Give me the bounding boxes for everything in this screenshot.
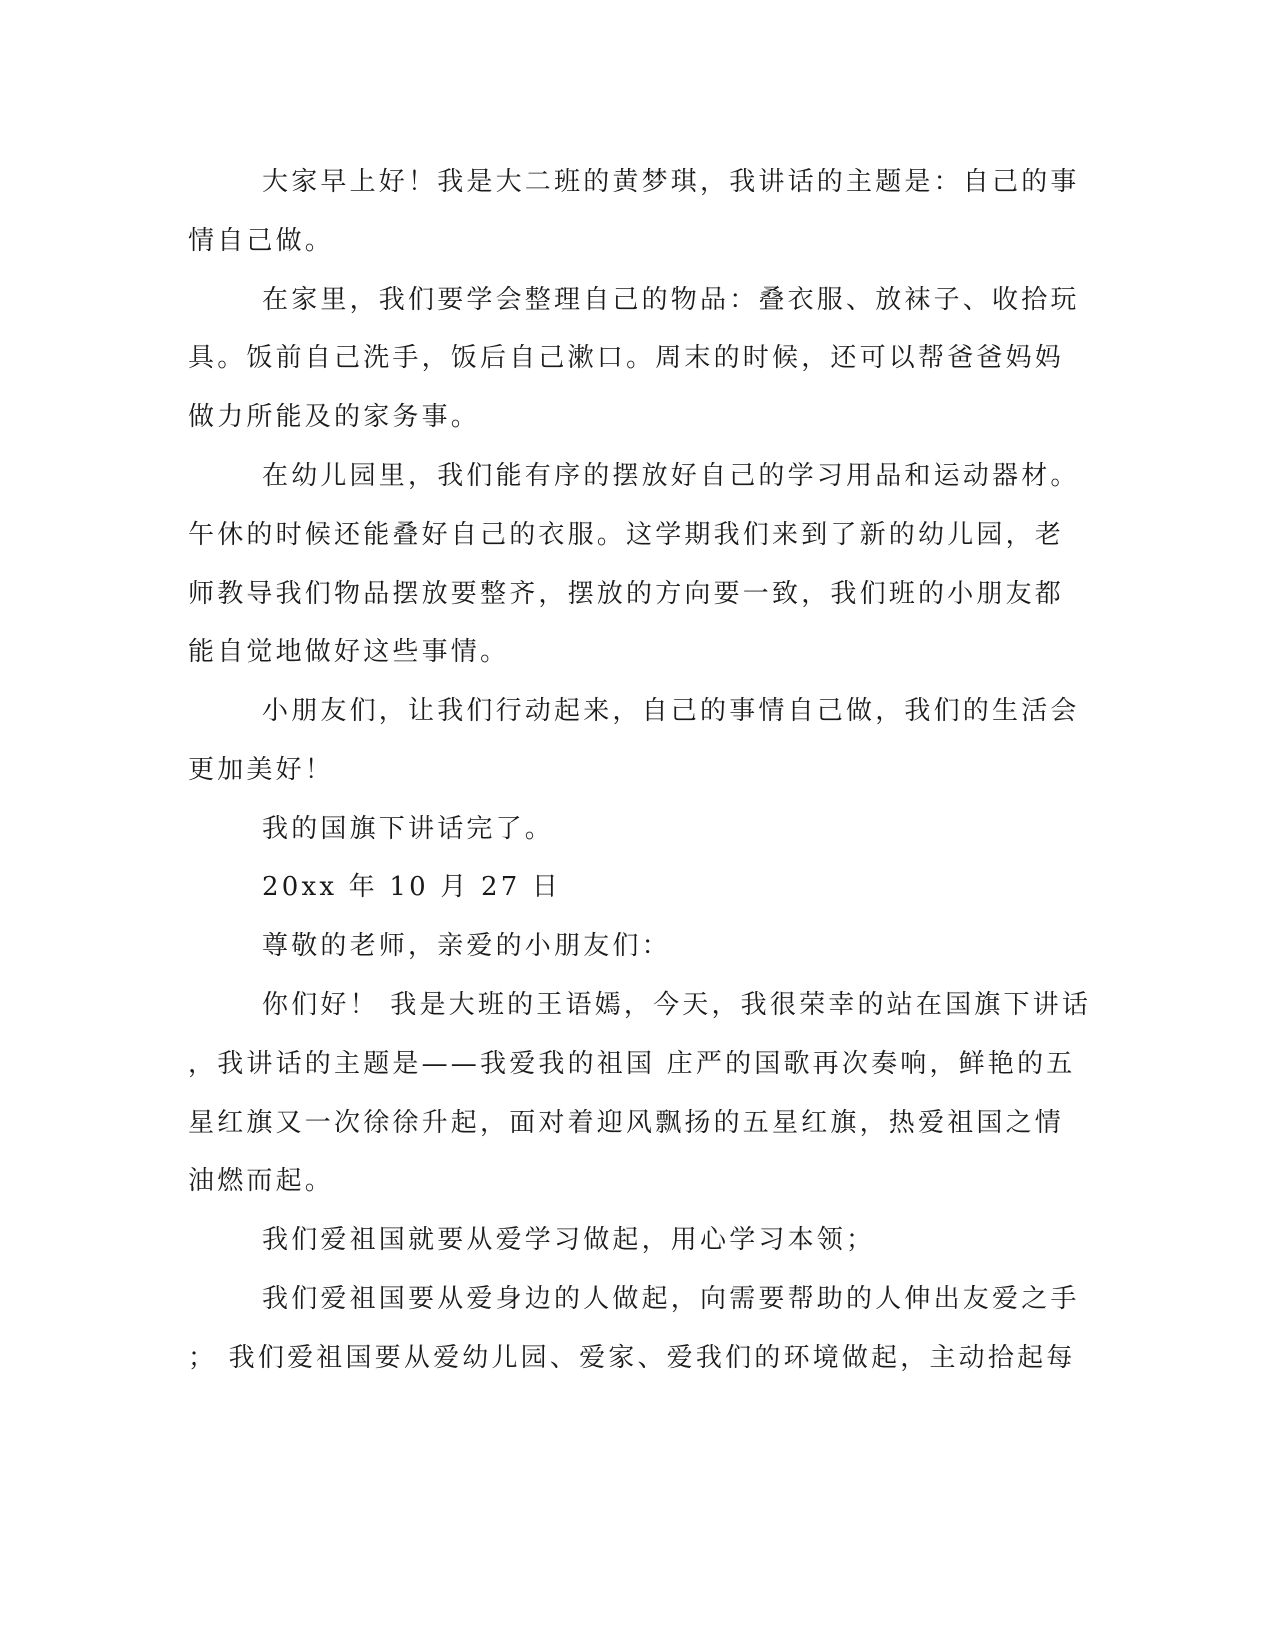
text-line: 做力所能及的家务事。 (188, 402, 481, 432)
text-line: 油燃而起。 (188, 1166, 335, 1196)
salutation-line: 尊敬的老师，亲爱的小朋友们： (262, 931, 671, 961)
text-line: 你们好！ 我是大班的王语嫣，今天，我很荣幸的站在国旗下讲话 (262, 990, 1092, 1020)
text-line: 我的国旗下讲话完了。 (262, 814, 555, 844)
text-line: 星红旗又一次徐徐升起，面对着迎风飘扬的五星红旗，热爱祖国之情 (188, 1108, 1065, 1138)
text-line: 能自觉地做好这些事情。 (188, 637, 510, 667)
text-line: 我们爱祖国要从爱身边的人做起，向需要帮助的人伸出友爱之手 (262, 1284, 1080, 1314)
text-line: 午休的时候还能叠好自己的衣服。这学期我们来到了新的幼儿园，老 (188, 520, 1065, 550)
text-line: 师教导我们物品摆放要整齐，摆放的方向要一致，我们班的小朋友都 (188, 579, 1065, 609)
text-line: 更加美好！ (188, 755, 335, 785)
text-line: 小朋友们，让我们行动起来，自己的事情自己做，我们的生活会 (262, 696, 1080, 726)
text-line: ，我讲话的主题是——我爱我的祖国 庄严的国歌再次奏响，鲜艳的五 (188, 1049, 1076, 1079)
text-line: 在家里，我们要学会整理自己的物品：叠衣服、放袜子、收拾玩 (262, 285, 1080, 315)
text-line: ； 我们爱祖国要从爱幼儿园、爱家、爱我们的环境做起，主动拾起每 (188, 1343, 1076, 1373)
date-line: 20xx 年 10 月 27 日 (262, 872, 562, 902)
text-line: 大家早上好！我是大二班的黄梦琪，我讲话的主题是：自己的事 (262, 167, 1080, 197)
text-line: 情自己做。 (188, 226, 335, 256)
text-line: 在幼儿园里，我们能有序的摆放好自己的学习用品和运动器材。 (262, 461, 1080, 491)
text-line: 具。饭前自己洗手，饭后自己漱口。周末的时候，还可以帮爸爸妈妈 (188, 343, 1065, 373)
text-line: 我们爱祖国就要从爱学习做起，用心学习本领； (262, 1225, 876, 1255)
